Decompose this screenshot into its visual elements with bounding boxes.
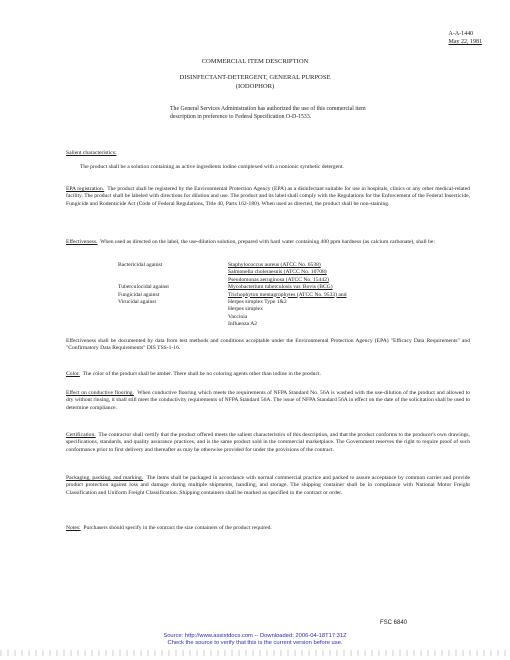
virucidal-label: Virucidal against (118, 299, 157, 306)
intro-paragraph: The General Services Administration has authorized the use of this commercial item description in preference to Federal Specification O-D-1533. (170, 106, 366, 120)
effectiveness-section (66, 239, 470, 246)
epa-heading: EPA registration. (66, 186, 105, 192)
bactericidal-organism-3: Pseudomonas aeruginosa (ATCC No. 15442) (228, 276, 329, 283)
packaging-section (66, 475, 470, 497)
color-heading: Color. (66, 371, 80, 377)
bactericidal-organism-2: Salmonella choleraesuis (ATCC No. 10708) (228, 269, 327, 276)
tuberculocidal-organism: Mycobacterium tuberculosis var. Bovis (BCG) (228, 284, 333, 291)
packaging-heading: Packaging, packing, and marking. (66, 475, 144, 481)
salient-paragraph: The product shall be a solution containing as active ingredients iodine complexed with a nonionic synthetic detergent. (80, 164, 344, 170)
scan-noise-strip (0, 650, 510, 656)
effectiveness-heading: Effectiveness. (66, 239, 98, 245)
conductive-section (66, 390, 470, 412)
certification-text: The contractor shall certify that the product offered meets the salient characteristics of this description, and that the product conforms to the producer's own drawings, specifications, standards, and quality assurance practices, and is the same product sold in the commercial marketplace. The Government reserves the right to require proof of such conformance prior to first delivery and thereafter as may be otherwise provided for under the provisions of the contract. (66, 432, 470, 453)
salient-heading-text: Salient characteristics: (66, 150, 117, 156)
item-subtitle: (IODOPHOR) (235, 83, 275, 90)
virucidal-organism-4: Influenza A2 (228, 321, 258, 328)
epa-section (66, 186, 470, 208)
item-title: DISINFECTANT-DETERGENT, GENERAL PURPOSE (179, 74, 331, 81)
certification-section (66, 432, 470, 454)
document-date: May 22, 1981 (448, 39, 482, 45)
document-header (449, 30, 483, 46)
document-id: A-A-1440 (448, 31, 474, 37)
source-footer (0, 633, 510, 647)
conductive-text: When conductive flooring which meets the requirements of NFPA Standard No. 56A is washed with the use-dilution of the product and allowed to dry without rinsing, it shall still meet the conductivity requirements of NFPA Standard 56A. The issue of NFPA Standard 56A in effect on the date of the solicitation shall be used to determine compliance. (66, 390, 471, 411)
epa-text: The product shall be registered by the Environmental Protection Agency (EPA) as a disinfectant suitable for use in hospitals, clinics or any other medical-related facility. The product shall be labeled with directions for dilution and use. The product and its label shall comply with the Regulations for the Enforcement of the Federal Insecticide, Fungicide and Rodenticide Act (Code of Federal Regulations, Title 40, Parts 162-180). When used as directed, the product shall be non-staining. (66, 186, 470, 207)
fungicidal-label: Fungicidal against (118, 291, 160, 298)
tuberculocidal-label: Tuberculocidal against (118, 284, 169, 291)
salient-heading (66, 150, 470, 157)
bactericidal-row (118, 262, 478, 284)
bactericidal-organism-1: Staphylococcus aureus (ATCC No. 6538) (228, 262, 321, 268)
virucidal-organism-2: Herpes simplex (228, 306, 263, 313)
conductive-heading: Effect on conductive flooring. (66, 390, 135, 396)
virucidal-row (118, 299, 478, 329)
fungicidal-row (118, 292, 478, 299)
color-text: The color of the product shall be amber. There shall be no coloring agents other than iodine in the product. (82, 371, 321, 377)
bactericidal-label: Bactericidal against (118, 262, 163, 268)
doc-type-title: COMMERCIAL ITEM DESCRIPTION (201, 58, 309, 65)
virucidal-organism-3: Vaccinia (228, 313, 248, 320)
tuberculocidal-row (118, 284, 478, 291)
source-line-1: Source: http://www.assistdocs.com -- Downloaded: 2006-04-18T17:31Z (163, 633, 347, 639)
fungicidal-organism: Trichophyton mentagrophytes (ATCC No. 9533) and (228, 291, 347, 298)
notes-heading: Notes: (66, 525, 81, 531)
organism-table (118, 262, 478, 329)
effectiveness-text: When used as directed on the label, the use-dilution solution, prepared with hard water containing 400 ppm hardness (as calcium carbonate), shall be: (100, 239, 435, 245)
notes-text: Purchasers should specify in the contract the size containers of the product required. (83, 525, 272, 531)
packaging-text: The items shall be packaged in accordance with normal commercial practice and packed to assure acceptance by common carrier and provide product protection against loss and damage during multiple shipments, handling, and storage. The shipping container shall be in compliance with National Motor Freight Classification and Uniform Freight Classification. Shipping containers shall be marked as specified in the contract or order. (66, 475, 470, 496)
fsc-code: FSC 6840 (380, 620, 408, 626)
color-section (66, 371, 470, 378)
effectiveness-documentation: Effectiveness shall be documented by data from test methods and conditions acceptable under the Environmental Protection Agency (EPA) "Efficacy Data Requirements" and "Confirmatory Data Requirements" DIS TSS-1-16. (66, 338, 470, 352)
certification-heading: Certification. (66, 432, 96, 438)
notes-section (66, 525, 470, 532)
source-line-2: Check the source to verify that this is the current version before use. (167, 640, 343, 646)
virucidal-organism-1: Herpes simplex Type 1&2 (228, 299, 287, 306)
